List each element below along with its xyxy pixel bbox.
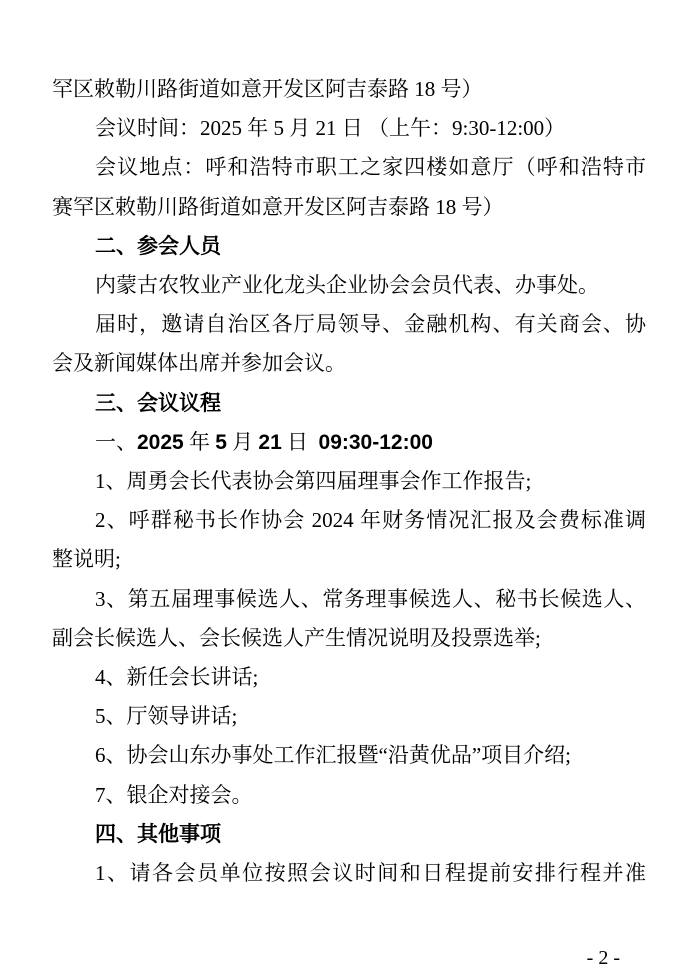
agenda-item-1: 1、周勇会长代表协会第四届理事会作工作报告;: [95, 469, 532, 494]
section-heading-agenda: 三、会议议程: [95, 391, 221, 415]
page-number: - 2 -: [586, 947, 620, 969]
agenda-date-line: [52, 423, 646, 462]
invitees-continuation-line: 会及新闻媒体出席并参加会议。: [52, 351, 346, 376]
invitees-line: 届时，邀请自治区各厅局领导、金融机构、有关商会、协: [95, 312, 646, 337]
participants-line: 内蒙古农牧业产业化龙头企业协会会员代表、办事处。: [95, 273, 599, 298]
agenda-item-2-continuation: 整说明;: [52, 547, 121, 572]
agenda-date-day: 21: [258, 430, 282, 454]
meeting-location-continuation-line: 赛罕区敕勒川路街道如意开发区阿吉泰路 18 号）: [52, 194, 504, 219]
other-matters-item-1: 1、请各会员单位按照会议时间和日程提前安排行程并准: [95, 861, 646, 886]
agenda-item-7: 7、银企对接会。: [95, 782, 253, 807]
section-heading-participants: 二、参会人员: [95, 234, 221, 258]
agenda-item-5: 5、厅领导讲话;: [95, 704, 238, 729]
address-continuation-line: 罕区敕勒川路街道如意开发区阿吉泰路 18 号）: [52, 77, 483, 101]
agenda-item-6: 6、协会山东办事处工作汇报暨“沿黄优品”项目介绍;: [95, 743, 571, 768]
agenda-date-part: 月: [226, 429, 259, 454]
agenda-date-part: 日: [281, 429, 319, 454]
meeting-time-line: 会议时间：2025 年 5 月 21 日 （上午：9:30-12:00）: [95, 116, 566, 141]
agenda-item-3-continuation: 副会长候选人、会长候选人产生情况说明及投票选举;: [52, 625, 541, 650]
agenda-date-part: 年: [183, 429, 216, 454]
agenda-time-range: 09:30-12:00: [318, 430, 433, 454]
agenda-date-year: 2025: [137, 430, 184, 454]
meeting-location-line: 会议地点：呼和浩特市职工之家四楼如意厅（呼和浩特市: [95, 155, 646, 180]
section-heading-other-matters: 四、其他事项: [95, 822, 221, 846]
agenda-date-part: 一、: [95, 429, 137, 454]
document-body: [52, 70, 646, 893]
agenda-item-3: 3、第五届理事候选人、常务理事候选人、秘书长候选人、: [95, 586, 646, 611]
agenda-item-2: 2、呼群秘书长作协会 2024 年财务情况汇报及会费标准调: [95, 508, 646, 533]
agenda-item-4: 4、新任会长讲话;: [95, 665, 259, 690]
agenda-date-month: 5: [215, 430, 227, 454]
